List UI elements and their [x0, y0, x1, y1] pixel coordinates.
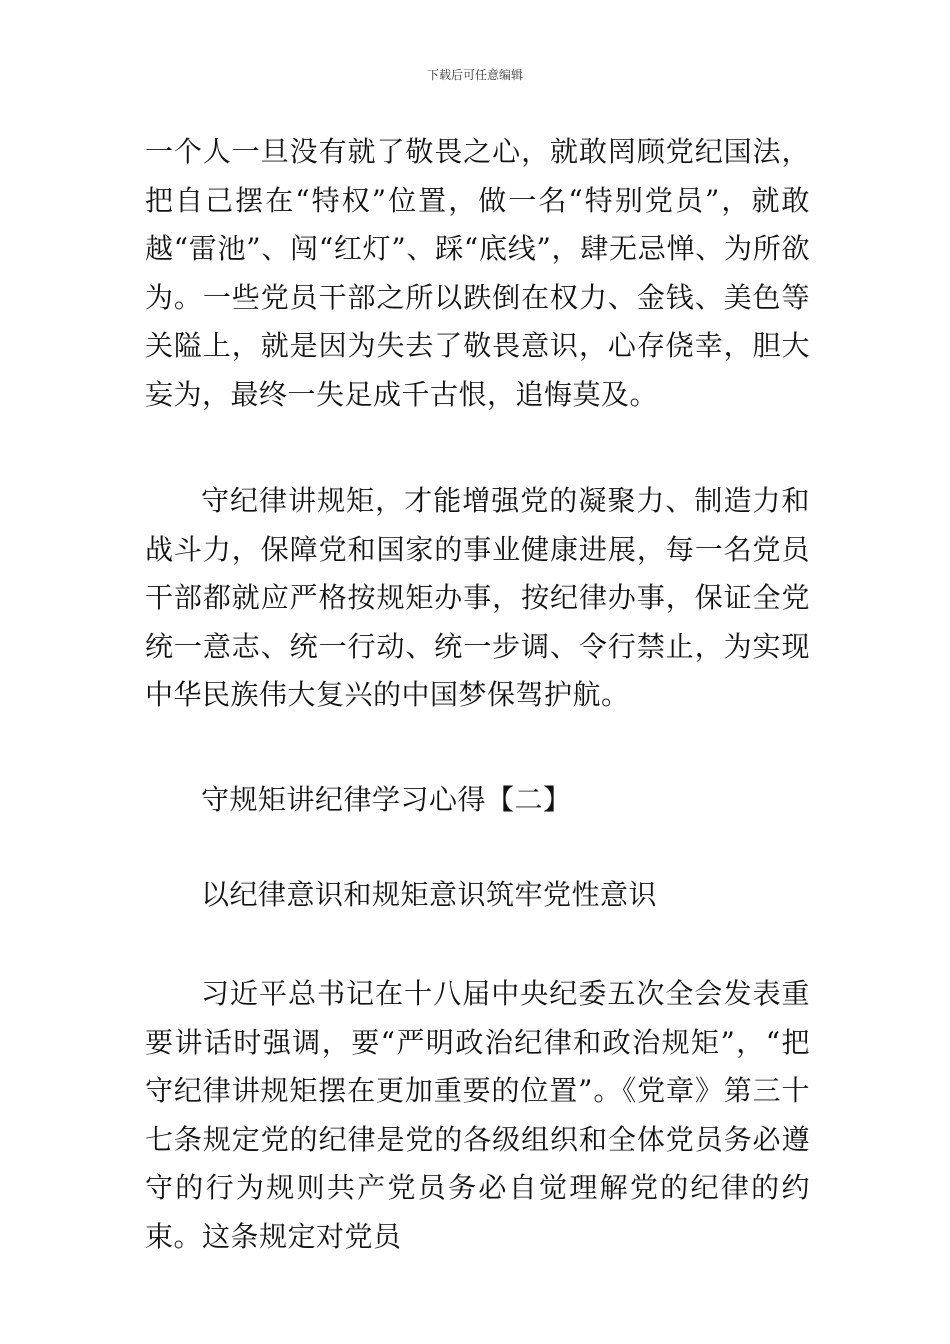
- section-subtitle: 以纪律意识和规矩意识筑牢党性意识: [201, 878, 658, 911]
- paragraph-3: 习近平总书记在十八届中央纪委五次全会发表重要讲话时强调，要“严明政治纪律和政治规矩”，“把守纪律讲规矩摆在更加重要的位置”。《党章》第三十七条规定党的纪律是党的各级组织和全体党员务必遵守的行为规则共产党员务必自觉理解党的纪律的约束。这条规定对党员: [145, 977, 810, 1253]
- paragraph-1: 一个人一旦没有就了敬畏之心，就敢罔顾党纪国法，把自己摆在“特权”位置，做一名“特别党员”，就敢越“雷池”、闯“红灯”、踩“底线”，肆无忌惮、为所欲为。一些党员干部之所以跌倒在权力、金钱、美色等关隘上，就是因为失去了敬畏意识，心存侥幸，胆大妄为，最终一失足成千古恨，追悔莫及。: [145, 135, 810, 411]
- page-header-note: 下载后可任意编辑: [426, 68, 523, 82]
- paragraph-2: 守纪律讲规矩，才能增强党的凝聚力、制造力和战斗力，保障党和国家的事业健康进展，每一名党员干部都就应严格按规矩办事，按纪律办事，保证全党统一意志、统一行动、统一步调、令行禁止，为实现中华民族伟大复兴的中国梦保驾护航。: [145, 484, 810, 711]
- section-title: 守规矩讲纪律学习心得【二】: [201, 783, 572, 816]
